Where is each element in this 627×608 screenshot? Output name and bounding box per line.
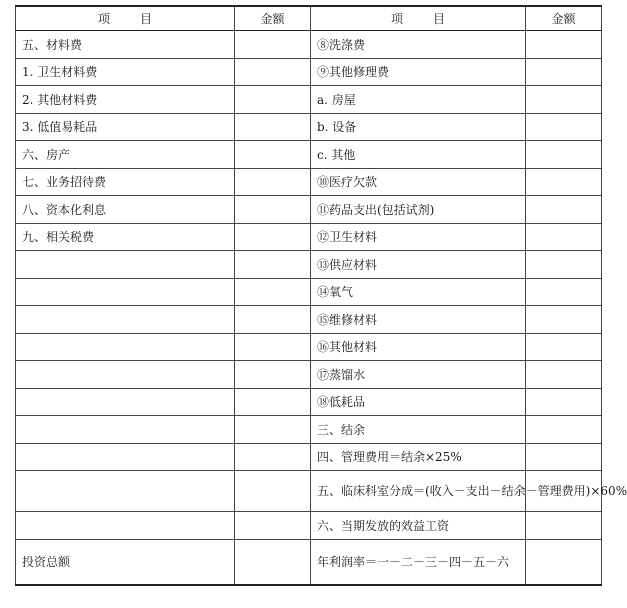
right-amount-cell bbox=[526, 333, 602, 361]
right-amount-cell bbox=[526, 278, 602, 306]
right-amount-cell bbox=[526, 113, 602, 141]
right-item-cell: ⑩医疗欠款 bbox=[311, 168, 526, 196]
right-item-cell: 年利润率＝一－二－三－四－五－六 bbox=[311, 539, 526, 585]
cost-ledger-table bbox=[15, 5, 627, 586]
right-amount-cell bbox=[526, 416, 602, 444]
right-amount-cell bbox=[526, 223, 602, 251]
left-item-cell bbox=[16, 388, 235, 416]
table-row bbox=[16, 471, 602, 512]
right-item-cell: ⑪药品支出(包括试剂) bbox=[311, 196, 526, 224]
right-amount-cell bbox=[526, 361, 602, 389]
right-item-cell: ⑬供应材料 bbox=[311, 251, 526, 279]
left-amount-cell bbox=[235, 333, 311, 361]
header-amount-right: 金额 bbox=[526, 6, 602, 31]
left-amount-cell bbox=[235, 251, 311, 279]
header-item-right: 项目 bbox=[311, 6, 526, 31]
left-item-cell: 3. 低值易耗品 bbox=[16, 113, 235, 141]
left-item-cell: 2. 其他材料费 bbox=[16, 86, 235, 114]
left-amount-cell bbox=[235, 471, 311, 512]
left-amount-cell bbox=[235, 113, 311, 141]
left-item-cell bbox=[16, 443, 235, 471]
left-amount-cell bbox=[235, 278, 311, 306]
left-item-cell: 八、资本化利息 bbox=[16, 196, 235, 224]
left-item-cell bbox=[16, 306, 235, 334]
left-item-cell: 投资总额 bbox=[16, 539, 235, 585]
table-row bbox=[16, 141, 602, 169]
right-item-cell: b. 设备 bbox=[311, 113, 526, 141]
left-item-cell: 九、相关税费 bbox=[16, 223, 235, 251]
table-row bbox=[16, 443, 602, 471]
right-item-cell: 三、结余 bbox=[311, 416, 526, 444]
left-amount-cell bbox=[235, 168, 311, 196]
left-amount-cell bbox=[235, 306, 311, 334]
right-item-cell: 四、管理费用＝结余×25% bbox=[311, 443, 526, 471]
left-item-cell bbox=[16, 416, 235, 444]
left-item-cell bbox=[16, 251, 235, 279]
left-item-cell: 五、材料费 bbox=[16, 31, 235, 59]
right-item-cell: c. 其他 bbox=[311, 141, 526, 169]
right-amount-cell bbox=[526, 443, 602, 471]
table-row bbox=[16, 251, 602, 279]
table-row bbox=[16, 278, 602, 306]
table-row bbox=[16, 539, 602, 585]
left-amount-cell bbox=[235, 141, 311, 169]
right-item-cell: a. 房屋 bbox=[311, 86, 526, 114]
table-row bbox=[16, 416, 602, 444]
left-amount-cell bbox=[235, 539, 311, 585]
table-row bbox=[16, 113, 602, 141]
left-item-cell: 六、房产 bbox=[16, 141, 235, 169]
table-row bbox=[16, 333, 602, 361]
right-amount-cell bbox=[526, 141, 602, 169]
left-amount-cell bbox=[235, 512, 311, 540]
left-amount-cell bbox=[235, 443, 311, 471]
right-amount-cell bbox=[526, 539, 602, 585]
header-item-left: 项目 bbox=[16, 6, 235, 31]
header-row bbox=[16, 6, 602, 31]
left-item-cell bbox=[16, 471, 235, 512]
right-amount-cell bbox=[526, 168, 602, 196]
right-amount-cell bbox=[526, 58, 602, 86]
right-amount-cell bbox=[526, 196, 602, 224]
table-row bbox=[16, 196, 602, 224]
right-item-cell: ⑭氧气 bbox=[311, 278, 526, 306]
table-row bbox=[16, 58, 602, 86]
left-item-cell bbox=[16, 333, 235, 361]
left-amount-cell bbox=[235, 31, 311, 59]
table-row bbox=[16, 86, 602, 114]
left-item-cell: 1. 卫生材料费 bbox=[16, 58, 235, 86]
table-row bbox=[16, 168, 602, 196]
header-amount-left: 金额 bbox=[235, 6, 311, 31]
table-row bbox=[16, 361, 602, 389]
table-row bbox=[16, 223, 602, 251]
table-row bbox=[16, 31, 602, 59]
right-amount-cell bbox=[526, 306, 602, 334]
right-item-cell: 六、当期发放的效益工资 bbox=[311, 512, 526, 540]
table-row bbox=[16, 306, 602, 334]
right-item-cell: 五、临床科室分成＝(收入－支出－结余－管理费用)×60% bbox=[311, 471, 526, 512]
left-amount-cell bbox=[235, 86, 311, 114]
table-row bbox=[16, 388, 602, 416]
right-amount-cell bbox=[526, 251, 602, 279]
right-amount-cell bbox=[526, 86, 602, 114]
left-amount-cell bbox=[235, 416, 311, 444]
right-item-cell: ⑮维修材料 bbox=[311, 306, 526, 334]
left-item-cell: 七、业务招待费 bbox=[16, 168, 235, 196]
right-item-cell: ⑨其他修理费 bbox=[311, 58, 526, 86]
left-item-cell bbox=[16, 278, 235, 306]
table-row bbox=[16, 512, 602, 540]
left-amount-cell bbox=[235, 58, 311, 86]
left-amount-cell bbox=[235, 223, 311, 251]
left-amount-cell bbox=[235, 361, 311, 389]
left-amount-cell bbox=[235, 196, 311, 224]
right-amount-cell bbox=[526, 512, 602, 540]
right-amount-cell bbox=[526, 31, 602, 59]
left-amount-cell bbox=[235, 388, 311, 416]
right-item-cell: ⑰蒸馏水 bbox=[311, 361, 526, 389]
right-item-cell: ⑯其他材料 bbox=[311, 333, 526, 361]
right-item-cell: ⑫卫生材料 bbox=[311, 223, 526, 251]
left-item-cell bbox=[16, 361, 235, 389]
right-item-cell: ⑱低耗品 bbox=[311, 388, 526, 416]
right-item-cell: ⑧洗涤费 bbox=[311, 31, 526, 59]
right-amount-cell bbox=[526, 388, 602, 416]
left-item-cell bbox=[16, 512, 235, 540]
